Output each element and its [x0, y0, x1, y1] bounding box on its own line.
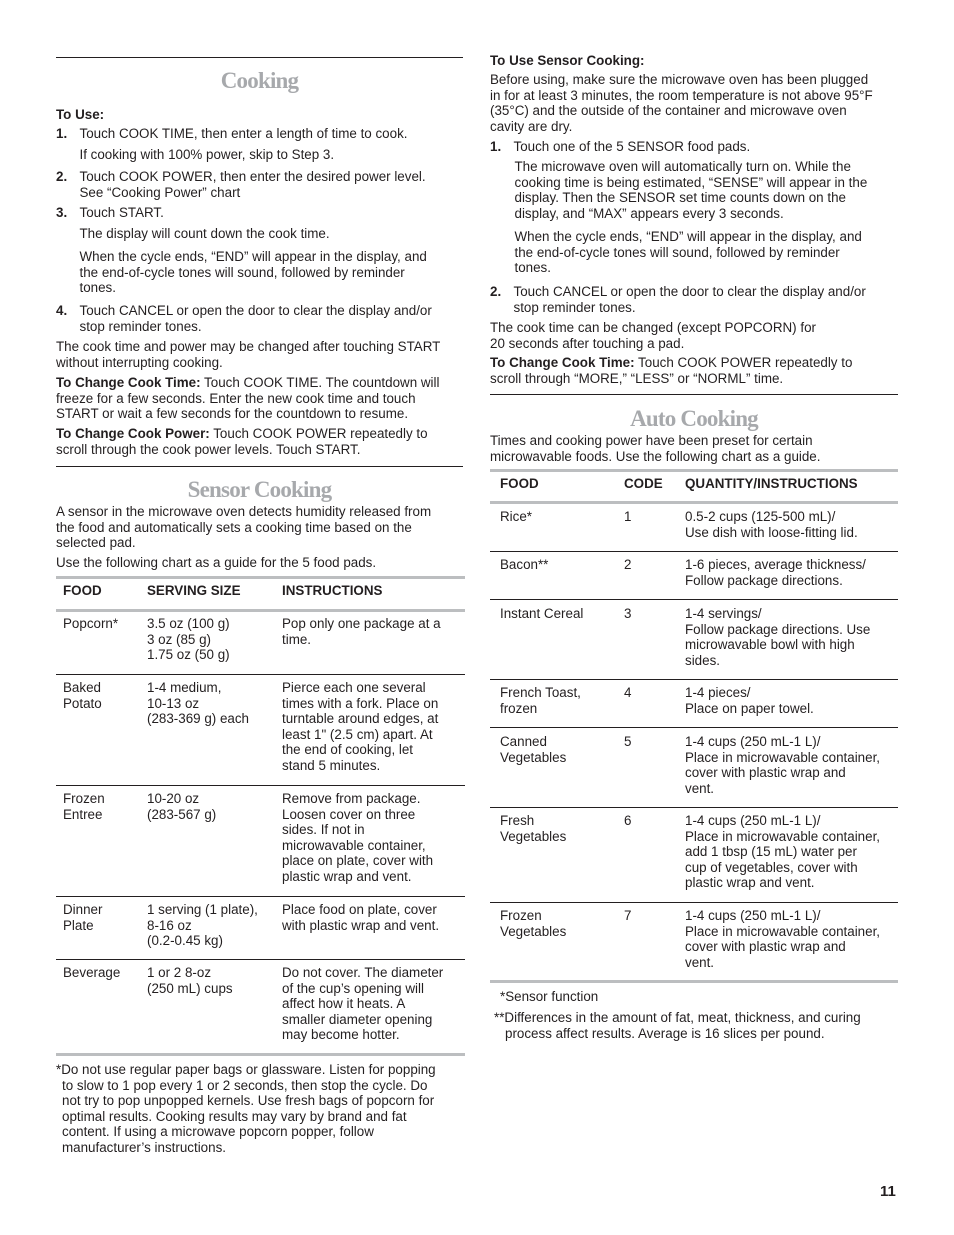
line: 3 oz (85 g)	[147, 631, 212, 647]
table-cell-size	[147, 965, 277, 996]
line: START or wait a few seconds for the countdown to resume.	[56, 406, 409, 422]
row-divider	[490, 679, 898, 680]
table-cell-qty	[685, 734, 897, 796]
line: French Toast,	[500, 685, 581, 700]
line: scroll through “MORE,” “LESS” or “NORML” time.	[490, 370, 784, 386]
table-cell-code: 6	[624, 813, 632, 828]
cooking-step-1	[56, 126, 463, 162]
line: place on plate, cover with	[282, 853, 434, 869]
line: time.	[282, 631, 312, 647]
row-divider	[490, 980, 898, 983]
step-text: Touch one of the 5 SENSOR food pads.	[513, 139, 751, 154]
sensor-intro	[56, 504, 463, 551]
row-divider	[56, 785, 465, 786]
row-divider	[56, 1053, 465, 1056]
line: of the cup’s opening will	[282, 980, 424, 996]
table-header-rule	[490, 501, 898, 504]
column-header: QUANTITY/INSTRUCTIONS	[685, 476, 858, 491]
line: 8-16 oz	[147, 917, 192, 933]
line: in for at least 3 minutes, the room temperature is not above 95°F	[490, 87, 873, 103]
sensor-use-intro	[490, 72, 898, 134]
line: Place in microwavable container,	[685, 923, 881, 939]
line: tones.	[514, 260, 551, 276]
line: frozen	[500, 700, 538, 716]
line: the end-of-cycle tones will sound, followed by reminder	[79, 264, 405, 280]
row-divider	[490, 599, 898, 600]
line: **Differences in the amount of fat, meat, thickness, and curing	[494, 1010, 861, 1025]
line: See “Cooking Power” chart	[79, 184, 241, 200]
line: (0.2-0.45 kg)	[147, 933, 223, 949]
table-cell-code: 2	[624, 557, 632, 572]
line: Place in microwavable container,	[685, 828, 881, 844]
column-header: CODE	[624, 476, 663, 491]
cooking-step-2	[56, 169, 463, 200]
change-cook-power-label: To Change Cook Power:	[56, 426, 210, 441]
row-divider	[56, 959, 465, 960]
line: Instant Cereal	[500, 606, 584, 621]
step-number: 4.	[56, 303, 68, 318]
cooking-heading: Cooking	[220, 68, 299, 93]
sensor-use-para	[490, 320, 898, 351]
table-header-rule	[56, 609, 465, 612]
line: plastic wrap and vent.	[685, 875, 815, 891]
table-cell-instr	[282, 791, 462, 885]
step-number: 2.	[490, 284, 502, 299]
column-header: INSTRUCTIONS	[282, 583, 383, 598]
line: 1 or 2 8-oz	[147, 965, 212, 980]
line: least 1" (2.5 cm) apart. At	[282, 726, 433, 742]
line: The cook time and power may be changed after touching START	[56, 339, 441, 354]
sensor-cooking-heading: Sensor Cooking	[187, 477, 332, 502]
line: Touch COOK TIME, then enter a length of time to cook.	[79, 126, 408, 141]
line: manufacturer’s instructions.	[62, 1139, 226, 1155]
table-cell-qty	[685, 557, 897, 588]
line: 10-20 oz	[147, 791, 200, 806]
table-cell-instr	[282, 616, 462, 647]
line: Use dish with loose-fitting lid.	[685, 524, 858, 540]
line: without interrupting cooking.	[56, 354, 223, 370]
table-cell-qty	[685, 813, 897, 891]
table-cell-food	[500, 557, 620, 573]
line: Frozen	[500, 908, 542, 923]
line: freeze for a few seconds. Enter the new cook time and touch	[56, 390, 416, 406]
to-use-sensor-title: To Use Sensor Cooking:	[490, 53, 645, 68]
line: Before using, make sure the microwave oven has been plugged	[490, 72, 869, 87]
table-top-rule	[56, 576, 465, 579]
table-cell-food	[500, 734, 620, 765]
line: Touch START.	[79, 205, 164, 220]
line: not try to pop unpopped kernels. Use fresh bags of popcorn for	[62, 1093, 435, 1109]
line: When the cycle ends, “END” will appear in the display, and	[514, 229, 862, 244]
line: The cook time can be changed (except POPCORN) for	[490, 320, 816, 335]
step-detail	[80, 147, 464, 163]
row-divider	[56, 674, 465, 675]
line: selected pad.	[56, 535, 136, 551]
line: 1-6 pieces, average thickness/	[685, 557, 866, 572]
line: Pop only one package at a	[282, 616, 441, 631]
line: (250 mL) cups	[147, 980, 233, 996]
line: cover with plastic wrap and	[685, 765, 846, 781]
line: with plastic wrap and vent.	[282, 917, 440, 933]
auto-intro	[490, 433, 898, 464]
line: Touch CANCEL or open the door to clear the display and/or	[513, 284, 866, 299]
cooking-step-4	[56, 303, 463, 334]
line: 1-4 cups (250 mL-1 L)/	[685, 908, 821, 923]
sensor-step-1-para-1	[515, 159, 899, 221]
line: Touch COOK POWER, then enter the desired power level.	[79, 169, 426, 184]
line: Remove from package.	[282, 791, 421, 806]
line: display. Then the SENSOR set time counts down on the	[514, 190, 846, 206]
line: When the cycle ends, “END” will appear in the display, and	[79, 249, 427, 265]
line: to slow to 1 pop every 1 or 2 seconds, then stop the cycle. Do	[62, 1077, 428, 1093]
line: Follow package directions. Use	[685, 621, 871, 637]
line: times with a fork. Place on	[282, 695, 439, 711]
table-cell-food	[63, 616, 143, 632]
line: 0.5-2 cups (125-500 mL)/	[685, 509, 836, 524]
line: affect how it heats. A	[282, 996, 406, 1012]
line: the food and automatically sets a cooking time based on the	[56, 519, 412, 535]
line: smaller diameter opening	[282, 1011, 433, 1027]
line: sides. If not in	[282, 822, 365, 838]
line: display, and “MAX” appears every 3 seconds.	[514, 205, 784, 221]
line: content. If using a microwave popcorn popper, follow	[62, 1124, 374, 1140]
line: vent.	[685, 954, 715, 970]
line: Times and cooking power have been preset for certain	[490, 433, 813, 448]
step-number: 2.	[56, 169, 68, 184]
step-text	[80, 205, 464, 221]
line: Follow package directions.	[685, 572, 843, 588]
line: Fresh	[500, 813, 535, 828]
step-text	[80, 169, 464, 200]
line: Potato	[63, 695, 102, 711]
row-divider	[490, 902, 898, 903]
line: A sensor in the microwave oven detects humidity released from	[56, 504, 432, 519]
line: turntable around edges, at	[282, 711, 439, 727]
table-cell-code: 3	[624, 606, 632, 621]
step-detail	[80, 249, 464, 296]
line: The microwave oven will automatically turn on. While the	[514, 159, 851, 174]
table-cell-qty	[685, 509, 897, 540]
line: 1 serving (1 plate),	[147, 902, 258, 917]
table-cell-food	[63, 680, 143, 711]
line: If cooking with 100% power, skip to Step 3.	[79, 146, 335, 162]
sensor-change-time	[490, 355, 898, 386]
line: sides.	[685, 652, 720, 668]
line: cup of vegetables, cover with	[685, 859, 858, 875]
line: Entree	[63, 806, 103, 822]
line: Bacon**	[500, 557, 549, 572]
table-cell-food	[63, 791, 143, 822]
line: Vegetables	[500, 749, 567, 765]
sensor-intro-2: Use the following chart as a guide for the 5 food pads.	[56, 555, 377, 570]
line: the end of cooking, let	[282, 742, 414, 758]
sensor-function-note: *Sensor function	[500, 989, 599, 1004]
table-cell-food	[500, 685, 620, 716]
change-cook-time-label: To Change Cook Time:	[56, 375, 201, 390]
line: vent.	[685, 780, 715, 796]
line: 10-13 oz	[147, 695, 200, 711]
line: *Do not use regular paper bags or glassware. Listen for popping	[56, 1062, 436, 1077]
line: may become hotter.	[282, 1027, 400, 1043]
step-detail	[80, 226, 464, 242]
line: plastic wrap and vent.	[282, 868, 412, 884]
table-cell-food	[63, 965, 143, 981]
line: Touch COOK POWER repeatedly to	[634, 355, 853, 370]
cooking-para	[56, 339, 463, 370]
line: 3.5 oz (100 g)	[147, 616, 230, 631]
line: Place on paper towel.	[685, 700, 814, 716]
line: (35°C) and the outside of the container and microwave oven	[490, 103, 847, 119]
line: optimal results. Cooking results may vary by brand and fat	[62, 1108, 407, 1124]
sensor-step-1	[490, 139, 898, 155]
page-number: 11	[880, 1183, 896, 1200]
table-cell-qty	[685, 685, 897, 716]
table-cell-code: 5	[624, 734, 632, 749]
line: Beverage	[63, 965, 121, 980]
line: Touch CANCEL or open the door to clear the display and/or	[79, 303, 432, 318]
line: 1-4 medium,	[147, 680, 222, 695]
table-cell-qty	[685, 908, 897, 970]
line: process affect results. Average is 16 slices per pound.	[505, 1025, 825, 1041]
line: Touch COOK POWER repeatedly to	[209, 426, 428, 441]
step-number: 3.	[56, 205, 68, 220]
table-top-rule	[490, 469, 898, 472]
cooking-step-3	[56, 205, 463, 296]
line: Dinner	[63, 902, 103, 917]
table-cell-instr	[282, 902, 462, 933]
auto-divider	[490, 394, 898, 395]
table-cell-code: 4	[624, 685, 632, 700]
table-cell-food	[63, 902, 143, 933]
top-divider	[56, 57, 463, 58]
line: Rice*	[500, 509, 532, 524]
auto-cooking-heading: Auto Cooking	[630, 406, 758, 431]
line: microwavable container,	[282, 837, 426, 853]
table-cell-size	[147, 791, 277, 822]
line: Canned	[500, 734, 547, 749]
line: Do not cover. The diameter	[282, 965, 444, 980]
table-cell-size	[147, 902, 277, 949]
line: Vegetables	[500, 828, 567, 844]
line: tones.	[79, 280, 116, 296]
line: Loosen cover on three	[282, 806, 416, 822]
line: the end-of-cycle tones will sound, followed by reminder	[514, 244, 840, 260]
line: cover with plastic wrap and	[685, 939, 846, 955]
line: The display will count down the cook time.	[79, 225, 330, 241]
row-divider	[490, 551, 898, 552]
line: 1-4 servings/	[685, 606, 762, 621]
line: 1-4 pieces/	[685, 685, 751, 700]
line: add 1 tbsp (15 mL) water per	[685, 844, 857, 860]
sensor-step-1-para-2	[515, 229, 899, 276]
table-cell-food	[500, 908, 620, 939]
line: cavity are dry.	[490, 118, 573, 134]
line: stop reminder tones.	[513, 299, 636, 315]
table-cell-food	[500, 813, 620, 844]
line: Touch COOK TIME. The countdown will	[200, 375, 440, 390]
line: Baked	[63, 680, 101, 695]
bacon-note	[494, 1010, 898, 1041]
line: scroll through the cook power levels. Touch START.	[56, 441, 361, 457]
line: stand 5 minutes.	[282, 757, 381, 773]
change-cook-time	[56, 375, 463, 422]
step-number: 1.	[56, 126, 68, 141]
line: stop reminder tones.	[79, 318, 202, 334]
row-divider	[56, 896, 465, 897]
line: microwavable bowl with high	[685, 637, 855, 653]
table-cell-qty	[685, 606, 897, 668]
table-cell-instr	[282, 965, 462, 1043]
column-header: SERVING SIZE	[147, 583, 241, 598]
line: Place in microwavable container,	[685, 749, 881, 765]
line: (283-369 g) each	[147, 711, 249, 727]
line: Place food on plate, cover	[282, 902, 437, 917]
sensor-divider	[56, 466, 463, 467]
line: Popcorn*	[63, 616, 119, 631]
row-divider	[490, 807, 898, 808]
line: 1-4 cups (250 mL-1 L)/	[685, 734, 821, 749]
table-cell-code: 7	[624, 908, 632, 923]
line: Frozen	[63, 791, 105, 806]
table-cell-size	[147, 616, 277, 663]
table-cell-instr	[282, 680, 462, 774]
table-cell-code: 1	[624, 509, 632, 524]
step-text	[514, 284, 899, 315]
line: 20 seconds after touching a pad.	[490, 335, 685, 351]
step-text	[80, 126, 464, 142]
line: cooking time is being estimated, “SENSE” will appear in the	[514, 174, 868, 190]
line: Pierce each one several	[282, 680, 426, 695]
change-cook-power	[56, 426, 463, 457]
line: Vegetables	[500, 923, 567, 939]
to-use-label: To Use:	[56, 107, 105, 122]
column-header: FOOD	[500, 476, 539, 491]
sensor-step-2	[490, 284, 898, 315]
row-divider	[490, 727, 898, 728]
table-cell-size	[147, 680, 277, 727]
step-number: 1.	[490, 139, 502, 154]
line: microwavable foods. Use the following chart as a guide.	[490, 448, 821, 464]
table-cell-food	[500, 509, 620, 525]
line: 1.75 oz (50 g)	[147, 647, 230, 663]
line: (283-567 g)	[147, 806, 217, 822]
column-header: FOOD	[63, 583, 102, 598]
popcorn-footnote	[56, 1062, 463, 1156]
change-cook-time-label: To Change Cook Time:	[490, 355, 635, 370]
line: 1-4 cups (250 mL-1 L)/	[685, 813, 821, 828]
table-cell-food	[500, 606, 620, 622]
line: Plate	[63, 917, 94, 933]
step-text	[80, 303, 464, 334]
